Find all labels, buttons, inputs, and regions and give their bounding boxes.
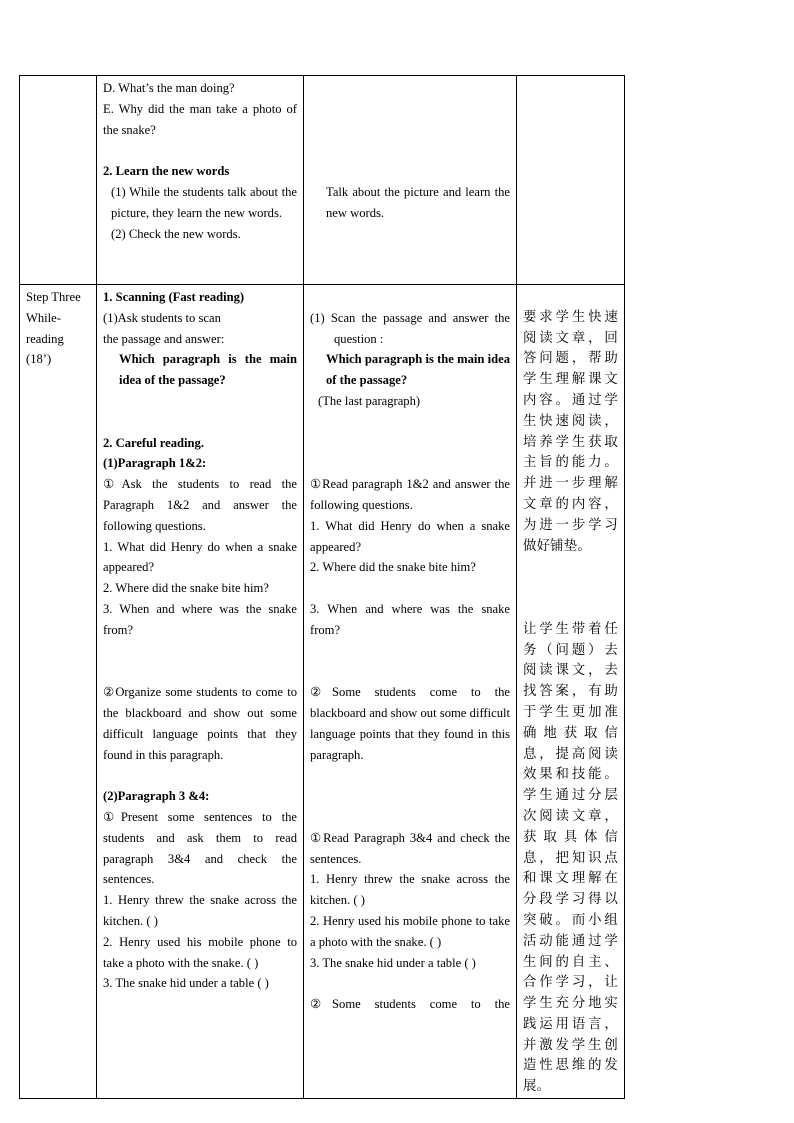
question-1: 1. What did Henry do when a snake appeared? [103,539,297,575]
student-scan-question: Which paragraph is the main idea of the passage? [326,352,510,388]
student-question-1: 1. What did Henry do when a snake appeared? [310,518,510,554]
purpose-careful-reading: 让学生带着任务（问题）去阅读课文，去找答案，有助于学生更加准确地获取信息，提高阅读效果和技能。学生通过分层次阅读文章，获取具体信息，把知识点和课文理解在分段学习得以突破。而小组活动能通过学生间的自主、合作学习，让学生充分地实践运用语言，并激发学生创造性思维的发展。 [523,621,618,1095]
step-cell [20,76,97,285]
learn-words-step-2: (2) Check the new words. [111,226,241,241]
student-sentence-1: 1. Henry threw the snake across the kitchen. ( ) [310,872,510,908]
paragraph-3-4-title: (2)Paragraph 3 &4: [103,789,210,804]
table-row [20,285,625,1099]
step-duration: (18’) [26,352,52,367]
sentence-1: 1. Henry threw the snake across the kitchen. ( ) [103,893,297,928]
student-sentence-3: 3. The snake hid under a table ( ) [310,955,476,970]
lesson-plan-table [19,75,625,1099]
teacher-activity-cell [97,285,304,1099]
scanning-instruction: the passage and answer: [103,331,225,346]
step-cell [20,285,97,1099]
student-paragraph-1-2-task-2: ②Some students come to the blackboard and show out some difficult language points that they found in this paragraph. [310,685,510,762]
paragraph-1-2-task-2: ②Organize some students to come to the blackboard and show out some difficult language points that they found in this paragraph. [103,685,297,762]
purpose-scanning: 要求学生快速阅读文章，回答问题，帮助学生理解课文内容。通过学生快速阅读，培养学生获取主旨的能力。并进一步理解文章的内容，为进一步学习做好铺垫。 [523,309,618,554]
student-scan-answer: (The last paragraph) [318,393,421,408]
student-paragraph-1-2-task: ①Read paragraph 1&2 and answer the following questions. [310,477,510,512]
scanning-instruction: (1)Ask students to scan [103,310,221,325]
paragraph-1-2-title: (1)Paragraph 1&2: [103,456,207,471]
student-question-3: 3. When and where was the snake from? [310,601,510,637]
question-e: E. Why did the man take a photo of the snake? [103,101,297,137]
question-2: 2. Where did the snake bite him? [103,581,269,596]
scanning-question: Which paragraph is the main idea of the passage? [119,352,297,388]
paragraph-1-2-task: ①Ask the students to read the Paragraph 1&2 and answer the following questions. [103,477,297,533]
student-question-2: 2. Where did the snake bite him? [310,560,476,575]
student-activity-cell [304,285,517,1099]
student-learn-words: Talk about the picture and learn the new words. [326,184,510,220]
student-paragraph-3-4-task-2: ②Some students come to the [310,997,510,1012]
paragraph-3-4-task: ①Present some sentences to the students and ask them to read paragraph 3&4 and check the sentences. [103,809,297,887]
question-3: 3. When and where was the snake from? [103,601,297,637]
step-line: reading [26,331,64,346]
student-sentence-2: 2. Henry used his mobile phone to take a photo with the snake. ( ) [310,913,510,949]
question-d: D. What’s the man doing? [103,81,235,95]
purpose-cell [517,76,625,285]
learn-words-step-1: (1) While the students talk about the picture, they learn the new words. [111,184,297,220]
learn-words-title: 2. Learn the new words [103,164,230,179]
scanning-title: 1. Scanning (Fast reading) [103,290,245,304]
step-line: Step Three [26,290,81,304]
student-scan-task: (1) Scan the passage and answer the question : [310,310,510,346]
table-row [20,76,625,285]
sentence-3: 3. The snake hid under a table ( ) [103,976,269,991]
step-line: While- [26,310,61,325]
student-paragraph-3-4-task: ①Read Paragraph 3&4 and check the sentences. [310,830,510,866]
teacher-activity-cell [97,76,304,285]
sentence-2: 2. Henry used his mobile phone to take a photo with the snake. ( ) [103,934,297,970]
purpose-cell [517,285,625,1099]
careful-reading-title: 2. Careful reading. [103,435,204,450]
student-activity-cell [304,76,517,285]
